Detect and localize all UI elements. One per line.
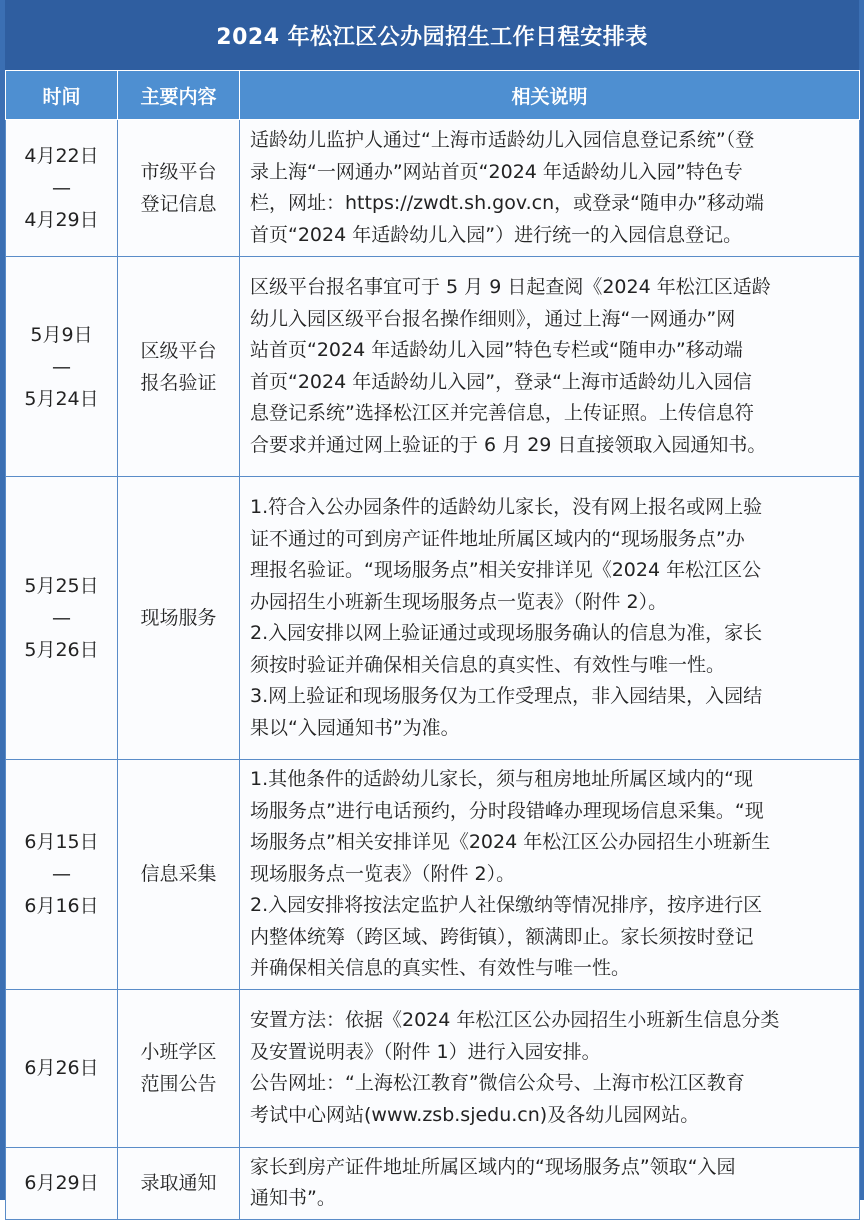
- desc-cell-line: 内整体统筹（跨区域、跨街镇），额满即止。家长须按时登记: [250, 925, 754, 948]
- time-cell: [6, 257, 118, 477]
- time-cell-line: 5月9日: [30, 323, 93, 346]
- desc-cell-line: 录上海“一网通办”网站首页“2024 年适龄幼儿入园”特色专: [250, 160, 743, 183]
- topic-cell-line: 登记信息: [140, 193, 217, 215]
- time-cell-line: 6月26日: [24, 1057, 99, 1079]
- time-cell-line: 6月16日: [24, 895, 99, 918]
- header-desc: 相关说明: [240, 71, 860, 120]
- desc-cell-line: 公告网址：“上海松江教育”微信公众号、上海市松江区教育: [250, 1072, 745, 1094]
- header-topic: 主要内容: [118, 71, 240, 120]
- desc-cell: [240, 760, 860, 990]
- topic-cell: [118, 257, 240, 477]
- desc-cell-line: 1.符合入公办园条件的适龄幼儿家长，没有网上报名或网上验: [250, 496, 763, 518]
- schedule-table: [5, 70, 860, 1220]
- time-cell-line: 5月26日: [24, 639, 99, 661]
- desc-cell: [240, 477, 860, 760]
- topic-cell-line: 范围公告: [140, 1073, 217, 1095]
- desc-cell-line: 场服务点”进行电话预约，分时段错峰办理现场信息采集。“现: [250, 799, 764, 822]
- time-cell-line: 5月24日: [24, 387, 99, 410]
- desc-cell-line: 站首页“2024 年适龄幼儿入园”特色专栏或“随申办”移动端: [250, 339, 743, 361]
- time-cell-line: 4月29日: [24, 209, 99, 231]
- desc-cell: [240, 989, 860, 1147]
- table-row: [6, 257, 860, 477]
- desc-cell-line: 办园招生小班新生现场服务点一览表》（附件 2）。: [250, 590, 668, 613]
- topic-cell-line: 小班学区: [140, 1041, 217, 1063]
- desc-cell-line: 及安置说明表》（附件 1）进行入园安排。: [250, 1040, 601, 1063]
- desc-cell-line: 栏，网址：https://zwdt.sh.gov.cn，或登录“随申办”移动端: [250, 192, 764, 214]
- time-cell: [6, 760, 118, 990]
- desc-cell-line: 场服务点”相关安排详见《2024 年松江区公办园招生小班新生: [250, 831, 771, 853]
- topic-cell-line: 报名验证: [140, 371, 217, 394]
- table-row: [6, 760, 860, 990]
- desc-cell-line: 2.入园安排将按法定监护人社保缴纳等情况排序，按序进行区: [250, 894, 763, 916]
- document-title: 2024 年松江区公办园招生工作日程安排表: [5, 0, 859, 70]
- header-time: 时间: [6, 71, 118, 120]
- time-cell: [6, 477, 118, 760]
- desc-cell-line: 合要求并通过网上验证的于 6 月 29 日直接领取入园通知书。: [250, 433, 767, 456]
- desc-cell-line: 须按时验证并确保相关信息的真实性、有效性与唯一性。: [250, 653, 726, 676]
- desc-cell-line: 理报名验证。“现场服务点”相关安排详见《2024 年松江区公: [250, 559, 762, 581]
- desc-cell-line: 首页“2024 年适龄幼儿入园”，登录“上海市适龄幼儿入园信: [250, 370, 752, 393]
- desc-cell: [240, 120, 860, 257]
- desc-cell-line: 通知书”。: [250, 1187, 336, 1209]
- desc-cell-line: 家长到房产证件地址所属区域内的“现场服务点”领取“入园: [250, 1155, 736, 1178]
- time-cell-line: —: [52, 177, 71, 199]
- time-cell-line: —: [52, 607, 71, 629]
- table-row: [6, 477, 860, 760]
- desc-cell-line: 安置方法：依据《2024 年松江区公办园招生小班新生信息分类: [250, 1009, 780, 1031]
- table-header-row: [6, 71, 860, 120]
- topic-cell-line: 信息采集: [140, 863, 217, 886]
- desc-cell-line: 首页“2024 年适龄幼儿入园”）进行统一的入园信息登记。: [250, 223, 743, 246]
- topic-cell: [118, 1147, 240, 1219]
- table-row: [6, 1147, 860, 1219]
- topic-cell: [118, 477, 240, 760]
- time-cell-line: 6月15日: [24, 831, 99, 854]
- desc-cell-line: 3.网上验证和现场服务仅为工作受理点，非入园结果，入园结: [250, 685, 763, 707]
- time-cell-line: —: [52, 355, 71, 378]
- desc-cell-line: 息登记系统”选择松江区并完善信息，上传证照。上传信息符: [250, 402, 754, 424]
- table-body: [6, 120, 860, 1220]
- desc-cell: [240, 257, 860, 477]
- desc-cell-line: 区级平台报名事宜可于 5 月 9 日起查阅《2024 年松江区适龄: [250, 276, 771, 298]
- time-cell: [6, 120, 118, 257]
- desc-cell-line: 证不通过的可到房产证件地址所属区域内的“现场服务点”办: [250, 527, 745, 550]
- time-cell-line: 5月25日: [24, 575, 99, 597]
- desc-cell-line: 果以“入园通知书”为准。: [250, 716, 460, 739]
- time-cell-line: —: [52, 863, 71, 886]
- desc-cell-line: 适龄幼儿监护人通过“上海市适龄幼儿入园信息登记系统”（登: [250, 129, 755, 151]
- desc-cell-line: 考试中心网站(www.zsb.sjedu.cn)及各幼儿园网站。: [250, 1103, 700, 1126]
- time-cell-line: 4月22日: [24, 145, 99, 167]
- desc-cell-line: 并确保相关信息的真实性、有效性与唯一性。: [250, 957, 631, 979]
- time-cell: [6, 989, 118, 1147]
- topic-cell-line: 市级平台: [140, 161, 217, 183]
- topic-cell-line: 现场服务: [140, 607, 217, 629]
- time-cell-line: 6月29日: [24, 1172, 99, 1194]
- desc-cell-line: 1.其他条件的适龄幼儿家长，须与租房地址所属区域内的“现: [250, 768, 753, 790]
- topic-cell: [118, 989, 240, 1147]
- topic-cell-line: 区级平台: [140, 339, 217, 362]
- topic-cell-line: 录取通知: [140, 1172, 217, 1194]
- desc-cell: [240, 1147, 860, 1219]
- topic-cell: [118, 120, 240, 257]
- table-row: [6, 120, 860, 257]
- desc-cell-line: 2.入园安排以网上验证通过或现场服务确认的信息为准，家长: [250, 622, 763, 644]
- desc-cell-line: 现场服务点一览表》（附件 2）。: [250, 862, 516, 885]
- desc-cell-line: 幼儿入园区级平台报名操作细则》，通过上海“一网通办”网: [250, 307, 736, 330]
- table-row: [6, 989, 860, 1147]
- time-cell: [6, 1147, 118, 1219]
- topic-cell: [118, 760, 240, 990]
